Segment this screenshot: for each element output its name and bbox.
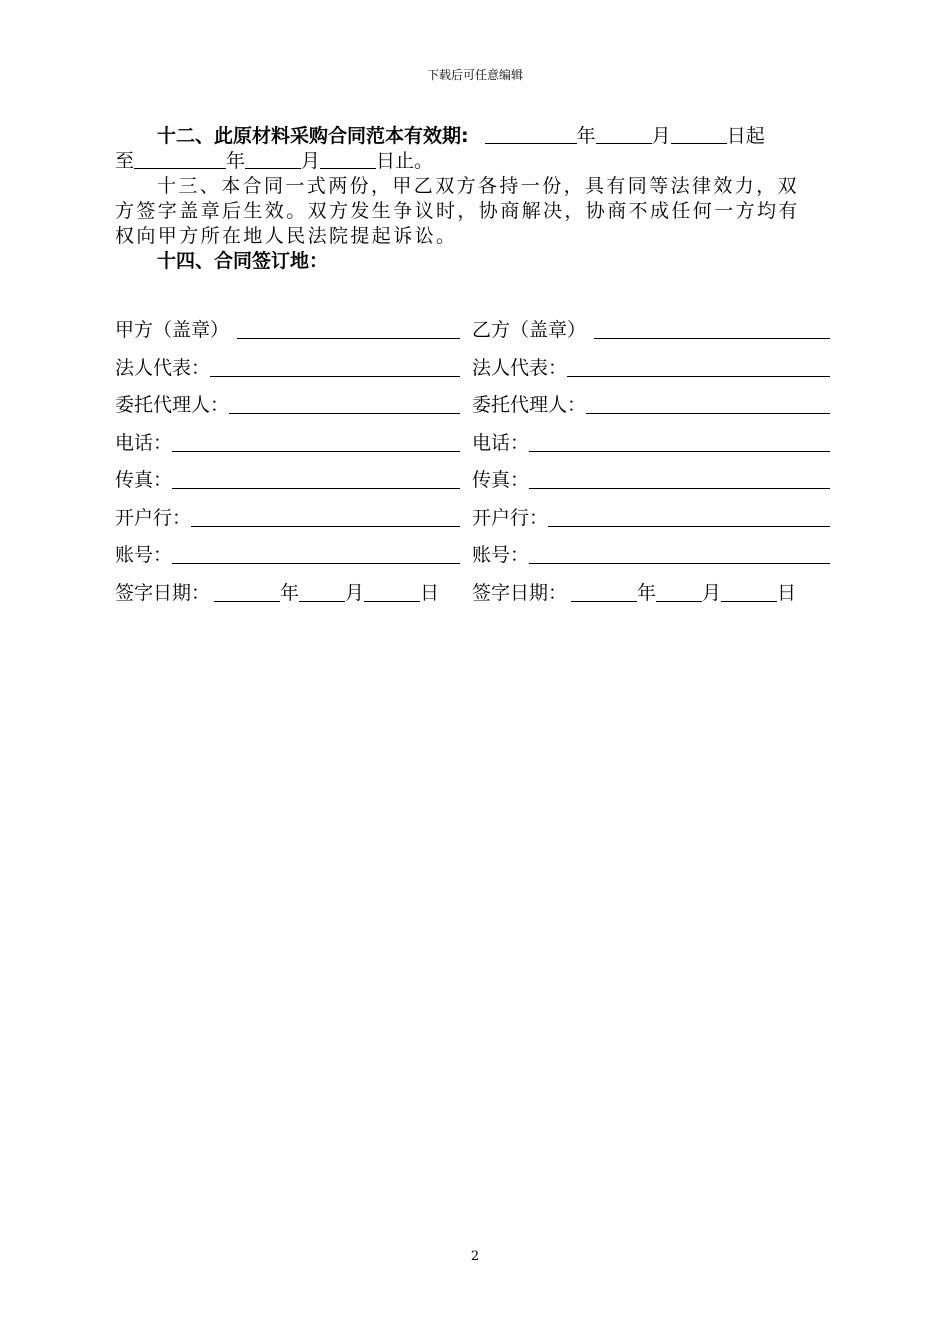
day-from-text: 日起	[726, 125, 765, 147]
party-b-phone-label: 电话：	[472, 431, 530, 454]
party-b-year-text: 年	[637, 581, 657, 604]
party-b-fax-field[interactable]	[529, 468, 830, 489]
phone-row	[115, 425, 830, 463]
party-b-agent-field[interactable]	[586, 393, 830, 414]
page-number: 2	[470, 1249, 480, 1264]
clause-13-line-1: 十三、本合同一式两份，甲乙双方各持一份，具有同等法律效力，双	[157, 175, 800, 197]
account-row	[115, 537, 830, 575]
party-b-bank-field[interactable]	[548, 506, 830, 527]
clause-13-line-3: 权向甲方所在地人民法院提起诉讼。	[115, 225, 458, 247]
party-a-phone-label: 电话：	[115, 431, 173, 454]
party-a-fax-label: 传真：	[115, 469, 173, 491]
clause-13-line-2: 方签字盖章后生效。双方发生争议时，协商解决，协商不成任何一方均有	[115, 200, 800, 222]
clause-12-line-1	[115, 124, 830, 149]
party-b-legal-rep-label: 法人代表：	[472, 356, 568, 379]
party-b-account-field[interactable]	[529, 543, 830, 564]
party-a-date-label: 签字日期：	[115, 581, 211, 604]
party-a-date-month-field[interactable]	[299, 581, 345, 602]
year-text: 年	[576, 125, 596, 147]
valid-until-month-blank[interactable]	[245, 149, 301, 169]
party-b-date-month-field[interactable]	[656, 581, 702, 602]
month-text: 月	[301, 150, 321, 172]
sign-date-row	[115, 575, 830, 613]
party-a-bank-field[interactable]	[191, 506, 460, 527]
party-a-month-text: 月	[345, 581, 365, 604]
legal-rep-row	[115, 350, 830, 388]
party-b-legal-rep-field[interactable]	[567, 356, 830, 377]
party-a-account-field[interactable]	[172, 543, 460, 564]
party-a-year-text: 年	[280, 581, 300, 604]
party-a-seal-field[interactable]	[237, 318, 460, 339]
party-b-fax-label: 传真：	[472, 469, 530, 491]
clause-12-title: 十二、此原材料采购合同范本有效期:	[157, 125, 469, 147]
party-a-bank-label: 开户行：	[115, 506, 192, 529]
page-header: 下载后可任意编辑	[426, 68, 523, 82]
to-text: 至	[115, 150, 135, 172]
valid-from-day-blank[interactable]	[671, 124, 727, 144]
agent-row	[115, 387, 830, 425]
party-b-seal-label: 乙方（盖章）	[472, 319, 587, 341]
party-a-fax-field[interactable]	[172, 468, 460, 489]
party-a-legal-rep-field[interactable]	[210, 356, 460, 377]
clause-12-line-2	[115, 149, 830, 174]
party-a-agent-label: 委托代理人：	[115, 394, 230, 416]
signature-block	[115, 312, 830, 612]
valid-until-day-blank[interactable]	[320, 149, 376, 169]
bank-row	[115, 500, 830, 538]
fax-row	[115, 462, 830, 500]
party-b-month-text: 月	[702, 581, 722, 604]
valid-from-month-blank[interactable]	[596, 124, 652, 144]
contract-body	[115, 124, 830, 274]
party-a-account-label: 账号：	[115, 544, 173, 566]
clause-14-title: 十四、合同签订地：	[157, 250, 329, 272]
valid-until-year-blank[interactable]	[134, 149, 226, 169]
day-until-text: 日止。	[376, 150, 434, 172]
party-b-date-day-field[interactable]	[721, 581, 777, 602]
party-b-agent-label: 委托代理人：	[472, 394, 587, 416]
party-a-agent-field[interactable]	[229, 393, 460, 414]
valid-from-year-blank[interactable]	[485, 124, 577, 144]
party-b-day-text: 日	[777, 581, 797, 604]
party-a-phone-field[interactable]	[172, 431, 460, 452]
party-a-date-day-field[interactable]	[364, 581, 420, 602]
party-b-date-year-field[interactable]	[571, 581, 637, 602]
seal-row	[115, 312, 830, 350]
month-text: 月	[651, 125, 671, 147]
party-b-date-label: 签字日期：	[472, 581, 568, 604]
party-b-phone-field[interactable]	[529, 431, 830, 452]
party-a-legal-rep-label: 法人代表：	[115, 356, 211, 379]
party-a-date-year-field[interactable]	[214, 581, 280, 602]
party-b-bank-label: 开户行：	[472, 506, 549, 529]
party-b-seal-field[interactable]	[594, 318, 830, 339]
party-a-day-text: 日	[420, 581, 440, 604]
year-text: 年	[226, 150, 246, 172]
party-a-seal-label: 甲方（盖章）	[115, 319, 230, 341]
party-b-account-label: 账号：	[472, 544, 530, 566]
